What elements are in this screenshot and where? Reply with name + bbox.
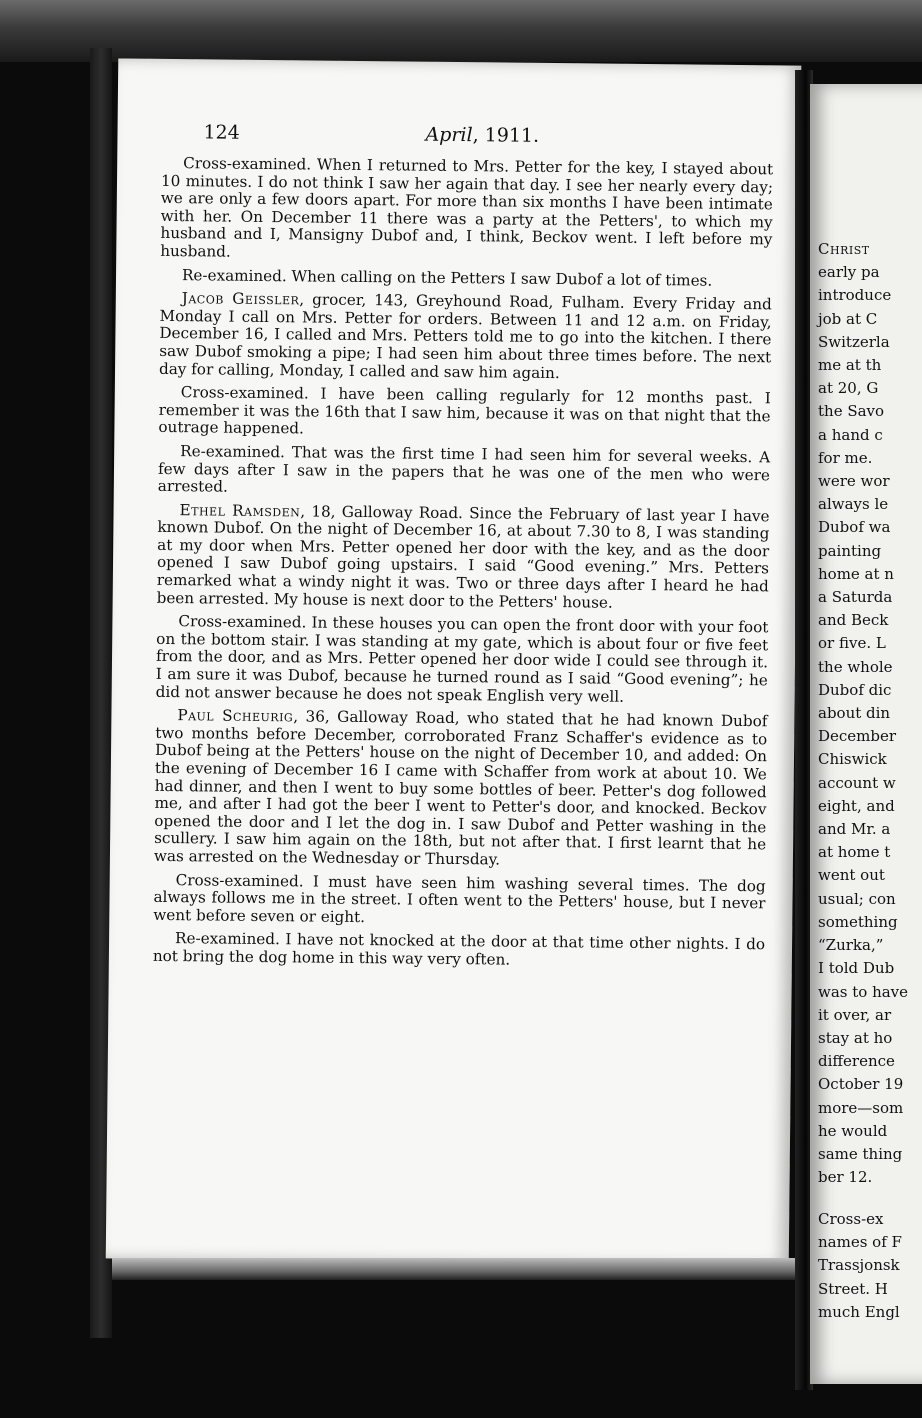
right-page-line: Cross-ex <box>818 1210 884 1228</box>
right-page-line: stay at ho <box>818 1028 893 1047</box>
right-page-line: Trassjonsk <box>818 1256 900 1275</box>
right-page-line: Switzerla <box>818 332 890 351</box>
right-page-line: for me. <box>818 448 873 467</box>
running-head <box>203 121 743 157</box>
right-page-line: Street. H <box>818 1279 888 1298</box>
paragraph <box>157 502 770 614</box>
right-page-line: more—som <box>818 1098 904 1117</box>
paragraph <box>153 871 766 930</box>
scan-top-border <box>0 0 922 62</box>
right-page-line: the Savo <box>818 402 885 421</box>
right-page-line: and Mr. a <box>818 820 891 839</box>
paragraph <box>153 930 765 972</box>
paragraph-text: Re-examined. I have not knocked at the door at that time other nights. I do not bring the dog home in this way very often. <box>152 929 766 969</box>
paragraph-text: , grocer, 143, Greyhound Road, Fulham. Every Friday and Monday I call on Mrs. Petter for orders. Between 11 and 12 a.m. on Friday, December 16, I called and Mrs. Petters told me to go into the kitchen. I there saw Dubof smoking a pipe; I had seen him about three times before. The next day for calling, Monday, I called and saw him again. <box>158 290 772 382</box>
right-page-line: was to have <box>818 982 909 1001</box>
right-page-line: ber 12. <box>818 1168 873 1187</box>
right-page-line: painting <box>818 541 882 560</box>
right-page-line: were wor <box>818 472 890 491</box>
right-page-line: difference <box>818 1052 895 1071</box>
paragraph-text: , 36, Galloway Road, who stated that he had known Dubof two months before December, corroborated Franz Schaffer's evidence as to Dubof being at the Petters' house on the night of December 10, and added: On the evening of December 16 I came with Schaffer from work at about 10. We had dinner, and then I went to buy some bottles of beer. Petter's dog followed me, and after I had got the beer I went to Petter's door, and knocked. Beckov opened the door and I let the dog in. I saw Dubof and Petter washing in the scullery. I saw him again on the 18th, but not after that. I first learnt that he was arrested on the Wednesday or Thursday. <box>153 707 768 869</box>
right-page-line: the whole <box>818 657 893 676</box>
witness-name: Paul Scheurig <box>177 706 294 726</box>
right-page-column-b <box>810 1208 902 1324</box>
paragraph-text: Cross-examined. I have been calling regularly for 12 months past. I remember it was the 16th that I saw him, because it was on that night that the outrage happened. <box>158 383 771 438</box>
paragraph-text: Re-examined. When calling on the Petters I saw Dubof a lot of times. <box>181 265 713 290</box>
right-page-line: usual; con <box>818 889 896 908</box>
right-page-line: a Saturda <box>818 588 893 607</box>
paragraph <box>160 266 772 290</box>
page-bottom-edge <box>112 1258 802 1280</box>
paragraph <box>160 155 773 267</box>
paragraph-text: Cross-examined. In these houses you can open the front door with your foot on the bottom stair. I was standing at my gate, which is about four or five feet from the door, and as Mrs. Petter opened her door wide I could see through it. I am sure it was Dubof, because he turned round as I said “Good evening”; he did not answer because he does not speak English very well. <box>155 612 769 706</box>
right-page-line: at 20, G <box>818 379 879 398</box>
right-page-column-a <box>810 238 908 1189</box>
right-page-line: me at th <box>818 356 882 375</box>
right-page-line: December <box>818 727 897 746</box>
paragraph-text: Cross-examined. When I returned to Mrs. Petter for the key, I stayed about 10 minutes. I do not think I saw her again that day. I see her nearly every day; we are only a few doors apart. For more than six months I have been intimate with her. On December 11 there was a party at the Petters', to which my husband and I, Mansigny Dubof and, I think, Beckov went. I left before my husband. <box>160 154 774 261</box>
right-page-line: Dubof dic <box>818 680 892 699</box>
paragraph-text: , 18, Galloway Road. Since the February of last year I have known Dubof. On the night of December 16, at about 7.30 to 8, I was standing at my door when Mrs. Petter opened her door with the key, and as the door opened I saw Dubof going upstairs. I said “Good evening.” Mrs. Petters remarked what a windy night it was. Two or three days after I heard he had been arrested. My house is next door to the Petters' house. <box>156 502 770 612</box>
right-page-line: Christ <box>818 240 870 258</box>
right-page-line: eight, and <box>818 796 895 815</box>
right-page-line: much Engl <box>818 1302 900 1321</box>
right-page-line: Dubof wa <box>818 518 891 537</box>
right-page-line: always le <box>818 495 889 514</box>
right-page-line: early pa <box>818 263 880 282</box>
right-page-line: at home t <box>818 843 891 862</box>
right-page-line: names of F <box>818 1233 902 1252</box>
right-page-line: October 19 <box>818 1075 904 1094</box>
right-page-line: he would <box>818 1121 888 1140</box>
page-number: 124 <box>203 121 240 144</box>
witness-name: Jacob Geissler <box>181 289 300 309</box>
paragraph <box>156 613 769 707</box>
left-page <box>106 58 802 1265</box>
right-page-line: “Zurka,” <box>818 936 884 955</box>
right-page-line: it over, ar <box>818 1005 892 1024</box>
right-page-line: account w <box>818 773 896 792</box>
right-page-line: or five. L <box>818 634 886 653</box>
right-page <box>810 84 922 1384</box>
right-page-line: something <box>818 912 898 931</box>
paragraph <box>159 290 772 384</box>
right-page-line: and Beck <box>818 611 889 630</box>
right-page-line: I told Dub <box>818 959 895 978</box>
right-page-line: Chiswick <box>818 750 887 769</box>
page-month: April <box>425 123 473 147</box>
paragraph <box>158 384 771 443</box>
right-page-line: same thing <box>818 1144 903 1163</box>
page-date <box>425 124 539 147</box>
paragraph <box>154 707 768 872</box>
right-page-line: introduce <box>818 286 892 305</box>
right-page-line: job at C <box>818 309 878 328</box>
paragraph-text: Cross-examined. I must have seen him washing several times. The dog always follows me in the street. I often went to the Petters' house, but I never went before seven or eight. <box>153 870 766 926</box>
witness-name: Ethel Ramsden <box>179 500 301 521</box>
right-page-line: about din <box>818 704 891 723</box>
page-year: , 1911. <box>472 124 540 147</box>
page-body <box>153 155 774 978</box>
paragraph-text: Re-examined. That was the first time I had seen him for several weeks. A few days after I saw in the papers that he was one of the men who were arrested. <box>157 442 771 496</box>
right-page-line: home at n <box>818 564 894 583</box>
paragraph <box>158 443 771 502</box>
right-page-line: a hand c <box>818 425 883 444</box>
right-page-line: went out <box>818 866 885 885</box>
